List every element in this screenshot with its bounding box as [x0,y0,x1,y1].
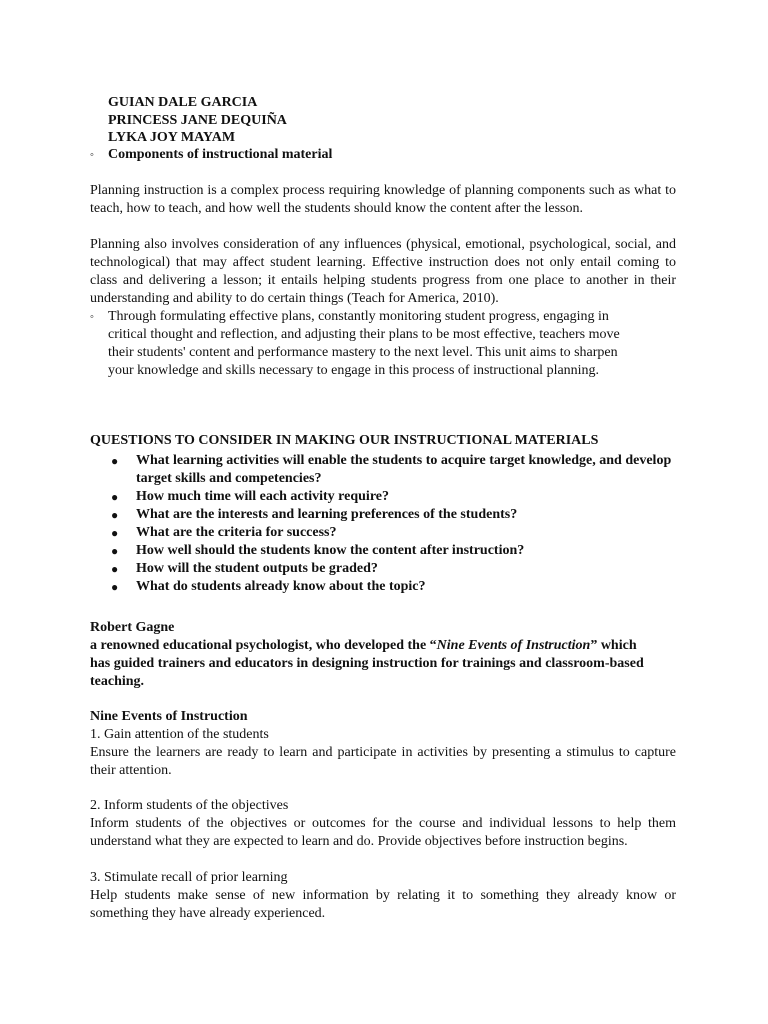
bullet-icon: ● [111,562,119,576]
bullet-icon: ● [111,544,119,558]
bullet-icon: ● [111,580,119,594]
list-item [108,452,678,488]
event-text: Ensure the learners are ready to learn and participate in activities by presenting a stimulus to capture their attention. [90,745,676,778]
hollow-bullet-icon: ◦ [90,311,94,323]
list-item [108,560,678,578]
author-list [108,94,287,147]
components-heading: Components of instructional material [108,147,333,162]
paragraph-planning-intro: Planning instruction is a complex process requiring knowledge of planning components such as what to teach, how to teach, and how well the students should know the content after the lesson. [90,183,676,216]
list-item [108,542,678,560]
event-title: 1. Gain attention of the students [90,727,269,742]
gagne-desc-after: ” which has guided trainers and educators in designing instruction for trainings and classroom-based teaching. [90,638,644,689]
question-text: What do students already know about the topic? [136,579,426,594]
list-item [108,578,678,596]
nine-events-heading: Nine Events of Instruction [90,709,248,724]
list-item [108,488,678,506]
author-name: PRINCESS JANE DEQUIÑA [108,112,287,128]
question-text: How much time will each activity require? [136,489,389,504]
paragraph-formulating-plans: Through formulating effective plans, constantly monitoring student progress, engaging in critical thought and reflection, and adjusting their plans to be most effective, teachers move their students' content and performance mastery to the next level. This unit aims to sharpen your knowledge and skills necessary to engage in this process of instructional planning. [108,309,620,378]
bullet-icon: ● [111,454,119,468]
question-text: How well should the students know the content after instruction? [136,543,525,558]
question-text: What are the criteria for success? [136,525,337,540]
questions-heading: QUESTIONS TO CONSIDER IN MAKING OUR INSTRUCTIONAL MATERIALS [90,433,599,448]
gagne-description [90,637,650,691]
question-text: How will the student outputs be graded? [136,561,378,576]
author-name: GUIAN DALE GARCIA [108,95,258,110]
event-title: 2. Inform students of the objectives [90,798,289,813]
bullet-icon: ● [111,526,119,540]
author-name: LYKA JOY MAYAM [108,130,236,145]
bullet-icon: ● [111,490,119,504]
list-item [108,524,678,542]
gagne-desc-title: Nine Events of Instruction [436,638,591,653]
event-text: Help students make sense of new information by relating it to something they already know or something they have already experienced. [90,888,676,921]
list-item [108,506,678,524]
question-text: What are the interests and learning preferences of the students? [136,507,518,522]
bullet-icon: ● [111,508,119,522]
paragraph-planning-influences: Planning also involves consideration of any influences (physical, emotional, psychological, social, and technological) that may affect student learning. Effective instruction does not only entail coming to class and delivering a lesson; it entails helping students progress from one place to another in their understanding and ability to do certain things (Teach for America, 2010). [90,237,676,306]
gagne-desc-before: a renowned educational psychologist, who developed the “ [90,638,437,653]
hollow-bullet-icon: ◦ [90,149,94,161]
questions-list [108,452,678,596]
gagne-name: Robert Gagne [90,620,175,635]
event-text: Inform students of the objectives or outcomes for the course and individual lessons to help them understand what they are expected to learn and do. Provide objectives before instruction begins. [90,816,676,849]
event-title: 3. Stimulate recall of prior learning [90,870,288,885]
question-text: What learning activities will enable the students to acquire target knowledge, and develop target skills and competencies? [136,453,672,486]
